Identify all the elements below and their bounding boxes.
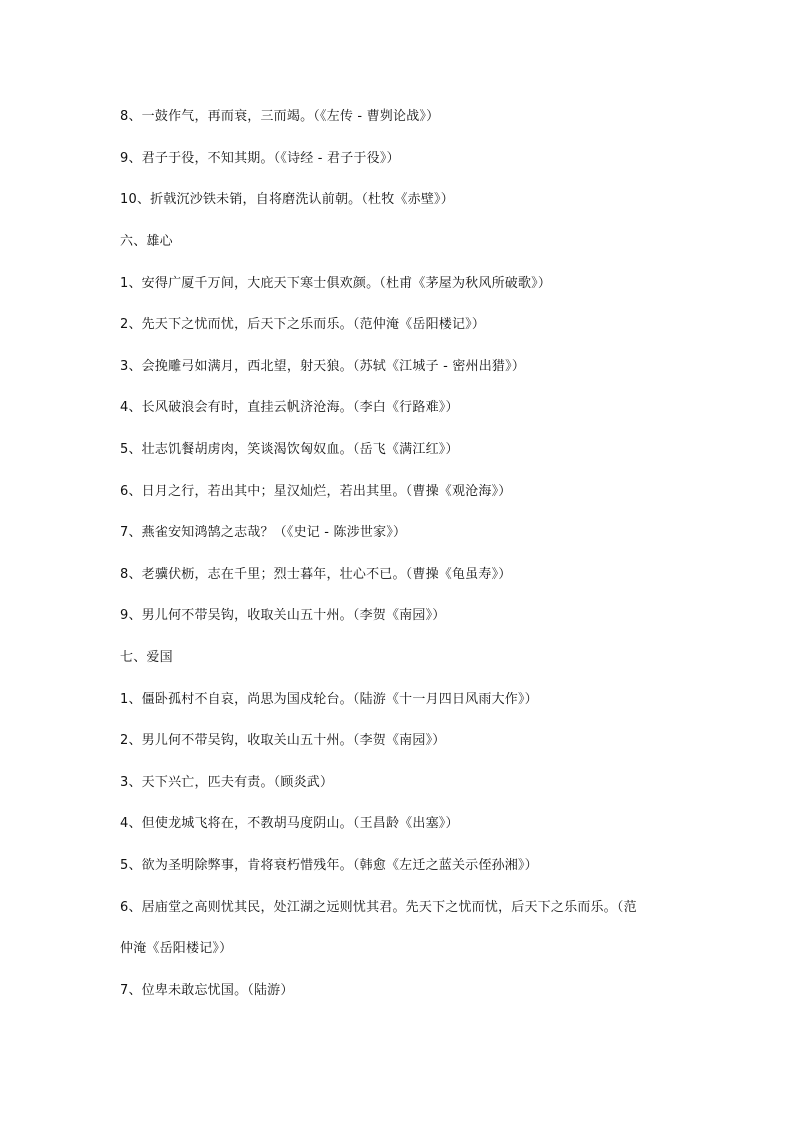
quote-line: 3、会挽雕弓如满月，西北望，射天狼。（苏轼《江城子 - 密州出猎》） <box>120 359 526 374</box>
quote-line: 2、男儿何不带吴钩，收取关山五十州。（李贺《南园》） <box>120 733 446 748</box>
quote-line: 7、位卑未敢忘忧国。（陆游） <box>120 983 294 998</box>
quote-line: 2、先天下之忧而忧，后天下之乐而乐。（范仲淹《岳阳楼记》） <box>120 317 486 332</box>
quote-line: 10、折戟沉沙铁未销，自将磨洗认前朝。（杜牧《赤壁》） <box>120 192 454 207</box>
section-heading: 六、雄心 <box>120 234 173 249</box>
quote-line: 8、一鼓作气，再而衰，三而竭。（《左传 - 曹刿论战》） <box>120 109 440 124</box>
quote-line: 3、天下兴亡，匹夫有责。（顾炎武） <box>120 775 334 790</box>
quote-line: 9、君子于役，不知其期。（《诗经 - 君子于役》） <box>120 151 400 166</box>
quote-line: 1、安得广厦千万间，大庇天下寒士俱欢颜。（杜甫《茅屋为秋风所破歌》） <box>120 276 552 291</box>
quote-line: 5、欲为圣明除弊事，肯将衰朽惜残年。（韩愈《左迁之蓝关示侄孙湘》） <box>120 858 538 873</box>
quote-line: 7、燕雀安知鸿鹄之志哉？（《史记 - 陈涉世家》） <box>120 525 407 540</box>
quote-line: 4、但使龙城飞将在，不教胡马度阴山。（王昌龄《出塞》） <box>120 816 459 831</box>
quote-line: 5、壮志饥餐胡虏肉，笑谈渴饮匈奴血。（岳飞《满江红》） <box>120 442 459 457</box>
quote-line: 9、男儿何不带吴钩，收取关山五十州。（李贺《南园》） <box>120 608 446 623</box>
quote-line: 6、居庙堂之高则忧其民，处江湖之远则忧其君。先天下之忧而忧，后天下之乐而乐。（范 <box>120 900 637 915</box>
quote-line: 4、长风破浪会有时，直挂云帆济沧海。（李白《行路难》） <box>120 400 459 415</box>
quote-line: 8、老骥伏枥，志在千里；烈士暮年，壮心不已。（曹操《龟虽寿》） <box>120 567 512 582</box>
quote-line: 1、僵卧孤村不自哀，尚思为国戍轮台。（陆游《十一月四日风雨大作》） <box>120 692 538 707</box>
quote-line-continuation: 仲淹《岳阳楼记》） <box>120 941 233 956</box>
section-heading: 七、爱国 <box>120 650 173 665</box>
quote-line: 6、日月之行，若出其中；星汉灿烂，若出其里。（曹操《观沧海》） <box>120 484 512 499</box>
